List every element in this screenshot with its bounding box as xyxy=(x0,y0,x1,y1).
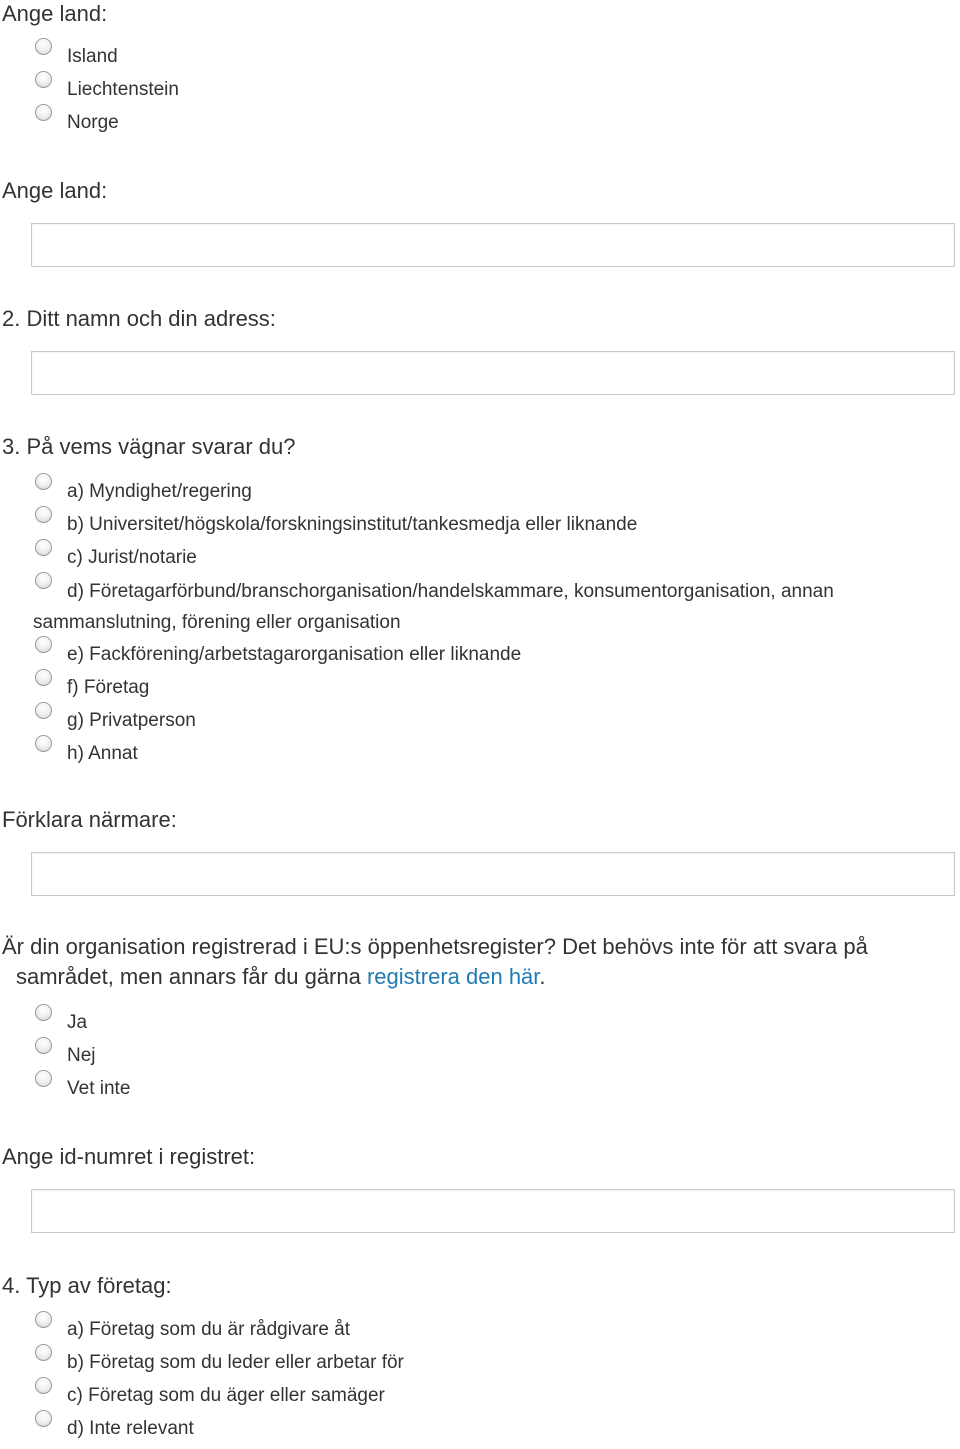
register-options xyxy=(33,1010,920,1109)
radio-button[interactable] xyxy=(35,1410,52,1427)
radio-option-norge[interactable] xyxy=(33,110,920,143)
radio-option-not-relevant[interactable] xyxy=(33,1416,920,1449)
radio-option-g[interactable] xyxy=(33,708,920,741)
radio-option-e[interactable] xyxy=(33,642,920,675)
radio-button[interactable] xyxy=(35,1004,52,1021)
respondent-type-options xyxy=(33,479,920,774)
register-link[interactable]: registrera den här xyxy=(366,964,540,989)
option-label: a) Myndighet/regering xyxy=(67,481,252,502)
radio-option-h[interactable] xyxy=(33,741,920,774)
option-label: Nej xyxy=(67,1045,96,1066)
option-label: Ja xyxy=(67,1012,88,1033)
radio-button[interactable] xyxy=(35,104,52,121)
option-label: e) Fackförening/arbetstagarorganisation eller liknande xyxy=(67,644,522,665)
radio-button[interactable] xyxy=(35,1344,52,1361)
radio-button[interactable] xyxy=(35,71,52,88)
radio-option-advisor[interactable] xyxy=(33,1317,920,1350)
explain-label: Förklara närmare: xyxy=(2,807,177,832)
register-question-line2 xyxy=(2,962,942,992)
radio-button[interactable] xyxy=(35,572,52,589)
question-3-label: 3. På vems vägnar svarar du? xyxy=(2,434,296,459)
option-label: Norge xyxy=(67,112,119,133)
option-label: c) Jurist/notarie xyxy=(67,547,197,568)
radio-option-c[interactable] xyxy=(33,545,920,578)
option-label: d) Företagarförbund/branschorganisation/handelskammare, konsumentorganisation, annan xyxy=(67,581,834,602)
option-label: Vet inte xyxy=(67,1078,131,1099)
radio-option-vet-inte[interactable] xyxy=(33,1076,920,1109)
option-label: g) Privatperson xyxy=(67,710,196,731)
radio-option-island[interactable] xyxy=(33,44,920,77)
question-2-label: 2. Ditt namn och din adress: xyxy=(2,306,276,331)
radio-option-d[interactable] xyxy=(33,576,920,642)
radio-button[interactable] xyxy=(35,1037,52,1054)
company-type-options xyxy=(33,1317,920,1449)
radio-option-lead-work[interactable] xyxy=(33,1350,920,1383)
radio-option-ja[interactable] xyxy=(33,1010,920,1043)
register-question-line1: Är din organisation registrerad i EU:s öppenhetsregister? Det behövs inte för att svara på xyxy=(2,934,868,959)
option-label: h) Annat xyxy=(67,743,138,764)
radio-option-b[interactable] xyxy=(33,512,920,545)
country-input[interactable] xyxy=(31,223,955,267)
option-label: c) Företag som du äger eller samäger xyxy=(67,1385,385,1406)
option-label-continued: sammanslutning, förening eller organisation xyxy=(33,612,401,633)
explain-input[interactable] xyxy=(31,852,955,896)
option-label: f) Företag xyxy=(67,677,150,698)
option-label: b) Universitet/högskola/forskningsinstitut/tankesmedja eller liknande xyxy=(67,514,638,535)
option-label: a) Företag som du är rådgivare åt xyxy=(67,1319,351,1340)
register-id-label: Ange id-numret i registret: xyxy=(2,1144,256,1169)
register-id-input[interactable] xyxy=(31,1189,955,1233)
radio-option-f[interactable] xyxy=(33,675,920,708)
option-label: d) Inte relevant xyxy=(67,1418,194,1439)
question-4-label: 4. Typ av företag: xyxy=(2,1273,172,1298)
country-input-label: Ange land: xyxy=(2,178,108,203)
option-label: b) Företag som du leder eller arbetar för xyxy=(67,1352,404,1373)
radio-button[interactable] xyxy=(35,735,52,752)
radio-option-a[interactable] xyxy=(33,479,920,512)
register-question-text: samrådet, men annars får du gärna xyxy=(16,964,367,989)
radio-button[interactable] xyxy=(35,506,52,523)
radio-option-own[interactable] xyxy=(33,1383,920,1416)
radio-button[interactable] xyxy=(35,539,52,556)
radio-button[interactable] xyxy=(35,702,52,719)
radio-button[interactable] xyxy=(35,1377,52,1394)
radio-button[interactable] xyxy=(35,473,52,490)
country-options xyxy=(33,44,920,143)
option-label: Liechtenstein xyxy=(67,79,179,100)
radio-button[interactable] xyxy=(35,669,52,686)
radio-option-nej[interactable] xyxy=(33,1043,920,1076)
name-address-input[interactable] xyxy=(31,351,955,395)
register-question xyxy=(2,932,942,992)
option-label: Island xyxy=(67,46,118,67)
radio-option-liechtenstein[interactable] xyxy=(33,77,920,110)
radio-button[interactable] xyxy=(35,1311,52,1328)
register-question-end: . xyxy=(539,964,546,989)
country-select-label: Ange land: xyxy=(2,1,108,26)
radio-button[interactable] xyxy=(35,636,52,653)
radio-button[interactable] xyxy=(35,1070,52,1087)
radio-button[interactable] xyxy=(35,38,52,55)
